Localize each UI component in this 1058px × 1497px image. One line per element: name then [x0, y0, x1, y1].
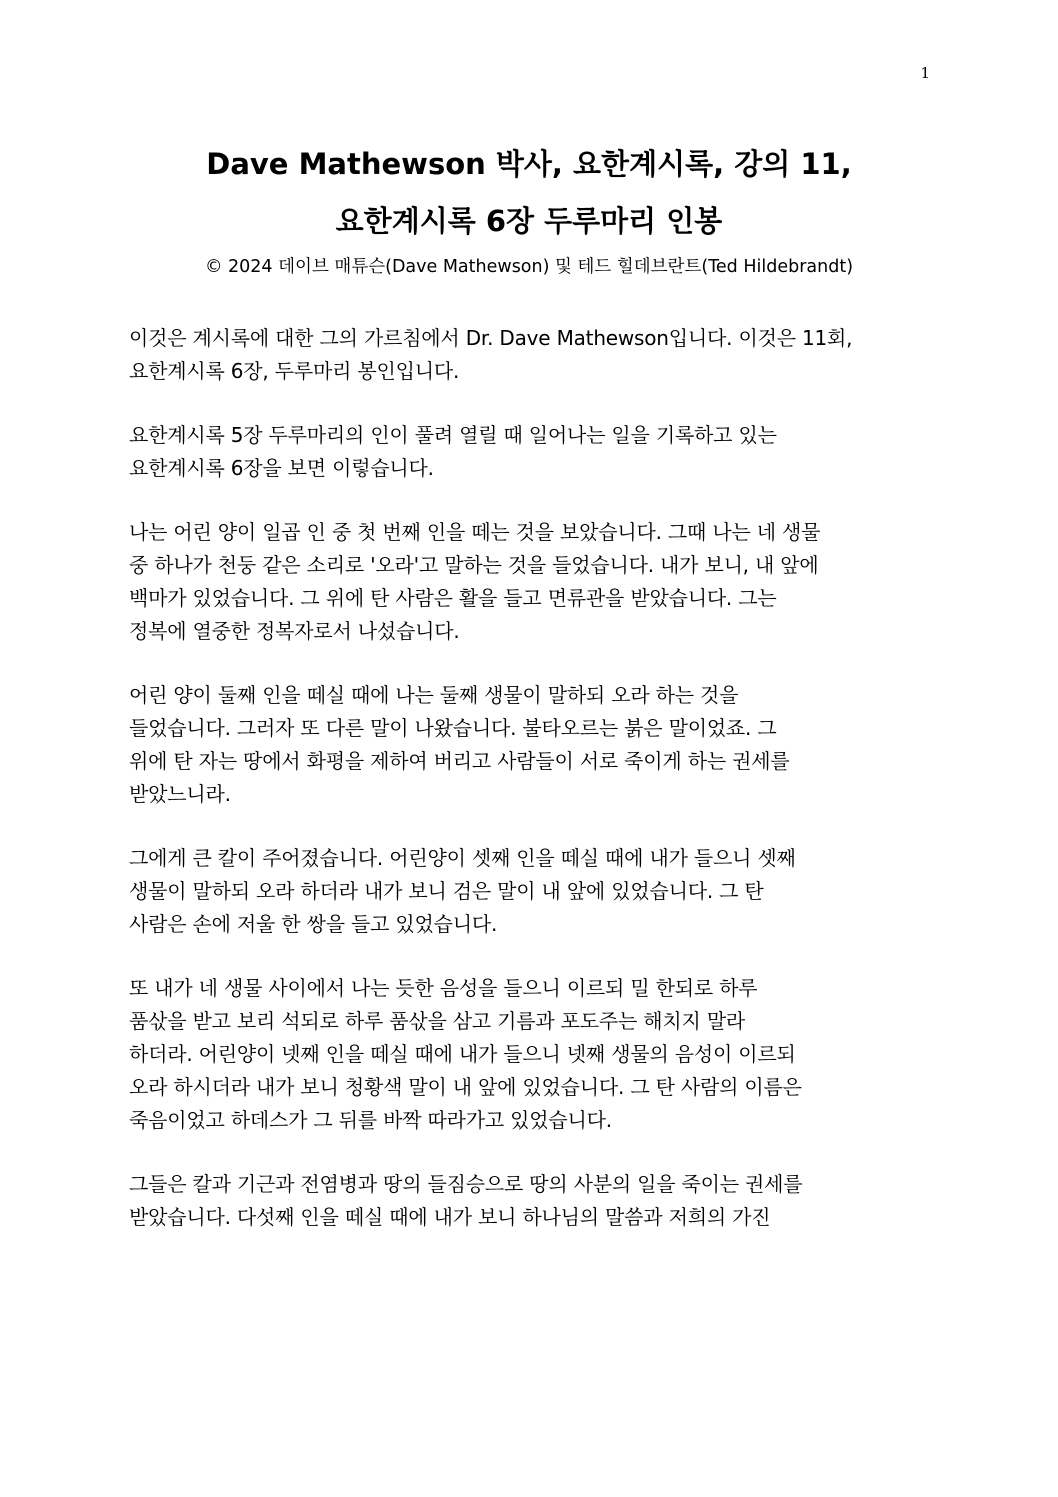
paragraph-6 [129, 972, 949, 1137]
body-text [129, 322, 949, 1265]
text-line: 생물이 말하되 오라 하더라 내가 보니 검은 말이 내 앞에 있었습니다. 그 탄 [129, 879, 764, 903]
text-line: 어린 양이 둘째 인을 떼실 때에 나는 둘째 생물이 말하되 오라 하는 것을 [129, 683, 739, 707]
text-line: 그에게 큰 칼이 주어졌습니다. 어린양이 셋째 인을 떼실 때에 내가 들으니 셋째 [129, 846, 796, 870]
text-line: 또 내가 네 생물 사이에서 나는 듯한 음성을 들으니 이르되 밀 한되로 하루 [129, 976, 758, 1000]
text-line: 나는 어린 양이 일곱 인 중 첫 번째 인을 떼는 것을 보았습니다. 그때 나는 네 생물 [129, 520, 821, 544]
page-number: 1 [920, 64, 930, 82]
paragraph-7 [129, 1168, 949, 1234]
text-line: 이것은 계시록에 대한 그의 가르침에서 Dr. Dave Mathewson입니다. 이것은 11회, [129, 326, 853, 350]
text-line: 죽음이었고 하데스가 그 뒤를 바짝 따라가고 있었습니다. [129, 1108, 612, 1132]
text-line: 사람은 손에 저울 한 쌍을 들고 있었습니다. [129, 912, 498, 936]
document-title-line-1: Dave Mathewson 박사, 요한계시록, 강의 11, [206, 147, 852, 181]
text-line: 요한계시록 5장 두루마리의 인이 풀려 열릴 때 일어나는 일을 기록하고 있는 [129, 423, 777, 447]
paragraph-4 [129, 679, 949, 811]
text-line: 받았습니다. 다섯째 인을 떼실 때에 내가 보니 하나님의 말씀과 저희의 가진 [129, 1205, 771, 1229]
text-line: 요한계시록 6장을 보면 이렇습니다. [129, 456, 434, 480]
copyright-notice: © 2024 데이브 매튜슨(Dave Mathewson) 및 테드 힐데브란트(Ted Hildebrandt) [204, 257, 854, 277]
text-line: 정복에 열중한 정복자로서 나섰습니다. [129, 619, 460, 643]
text-line: 중 하나가 천둥 같은 소리로 '오라'고 말하는 것을 들었습니다. 내가 보니, 내 앞에 [129, 553, 819, 577]
text-line: 오라 하시더라 내가 보니 청황색 말이 내 앞에 있었습니다. 그 탄 사람의 이름은 [129, 1075, 802, 1099]
paragraph-3 [129, 516, 949, 648]
paragraph-5 [129, 842, 949, 941]
text-line: 요한계시록 6장, 두루마리 봉인입니다. [129, 359, 460, 383]
text-line: 위에 탄 자는 땅에서 화평을 제하여 버리고 사람들이 서로 죽이게 하는 권세를 [129, 749, 790, 773]
text-line: 그들은 칼과 기근과 전염병과 땅의 들짐승으로 땅의 사분의 일을 죽이는 권세를 [129, 1172, 803, 1196]
document-title-line-2: 요한계시록 6장 두루마리 인봉 [335, 204, 723, 238]
paragraph-1 [129, 322, 949, 388]
text-line: 하더라. 어린양이 넷째 인을 떼실 때에 내가 들으니 넷째 생물의 음성이 이르되 [129, 1042, 796, 1066]
text-line: 들었습니다. 그러자 또 다른 말이 나왔습니다. 불타오르는 붉은 말이었죠. 그 [129, 716, 777, 740]
paragraph-2 [129, 419, 949, 485]
text-line: 받았느니라. [129, 782, 231, 806]
text-line: 품삯을 받고 보리 석되로 하루 품삯을 삼고 기름과 포도주는 해치지 말라 [129, 1009, 746, 1033]
text-line: 백마가 있었습니다. 그 위에 탄 사람은 활을 들고 면류관을 받았습니다. 그는 [129, 586, 777, 610]
title-block [100, 136, 958, 282]
